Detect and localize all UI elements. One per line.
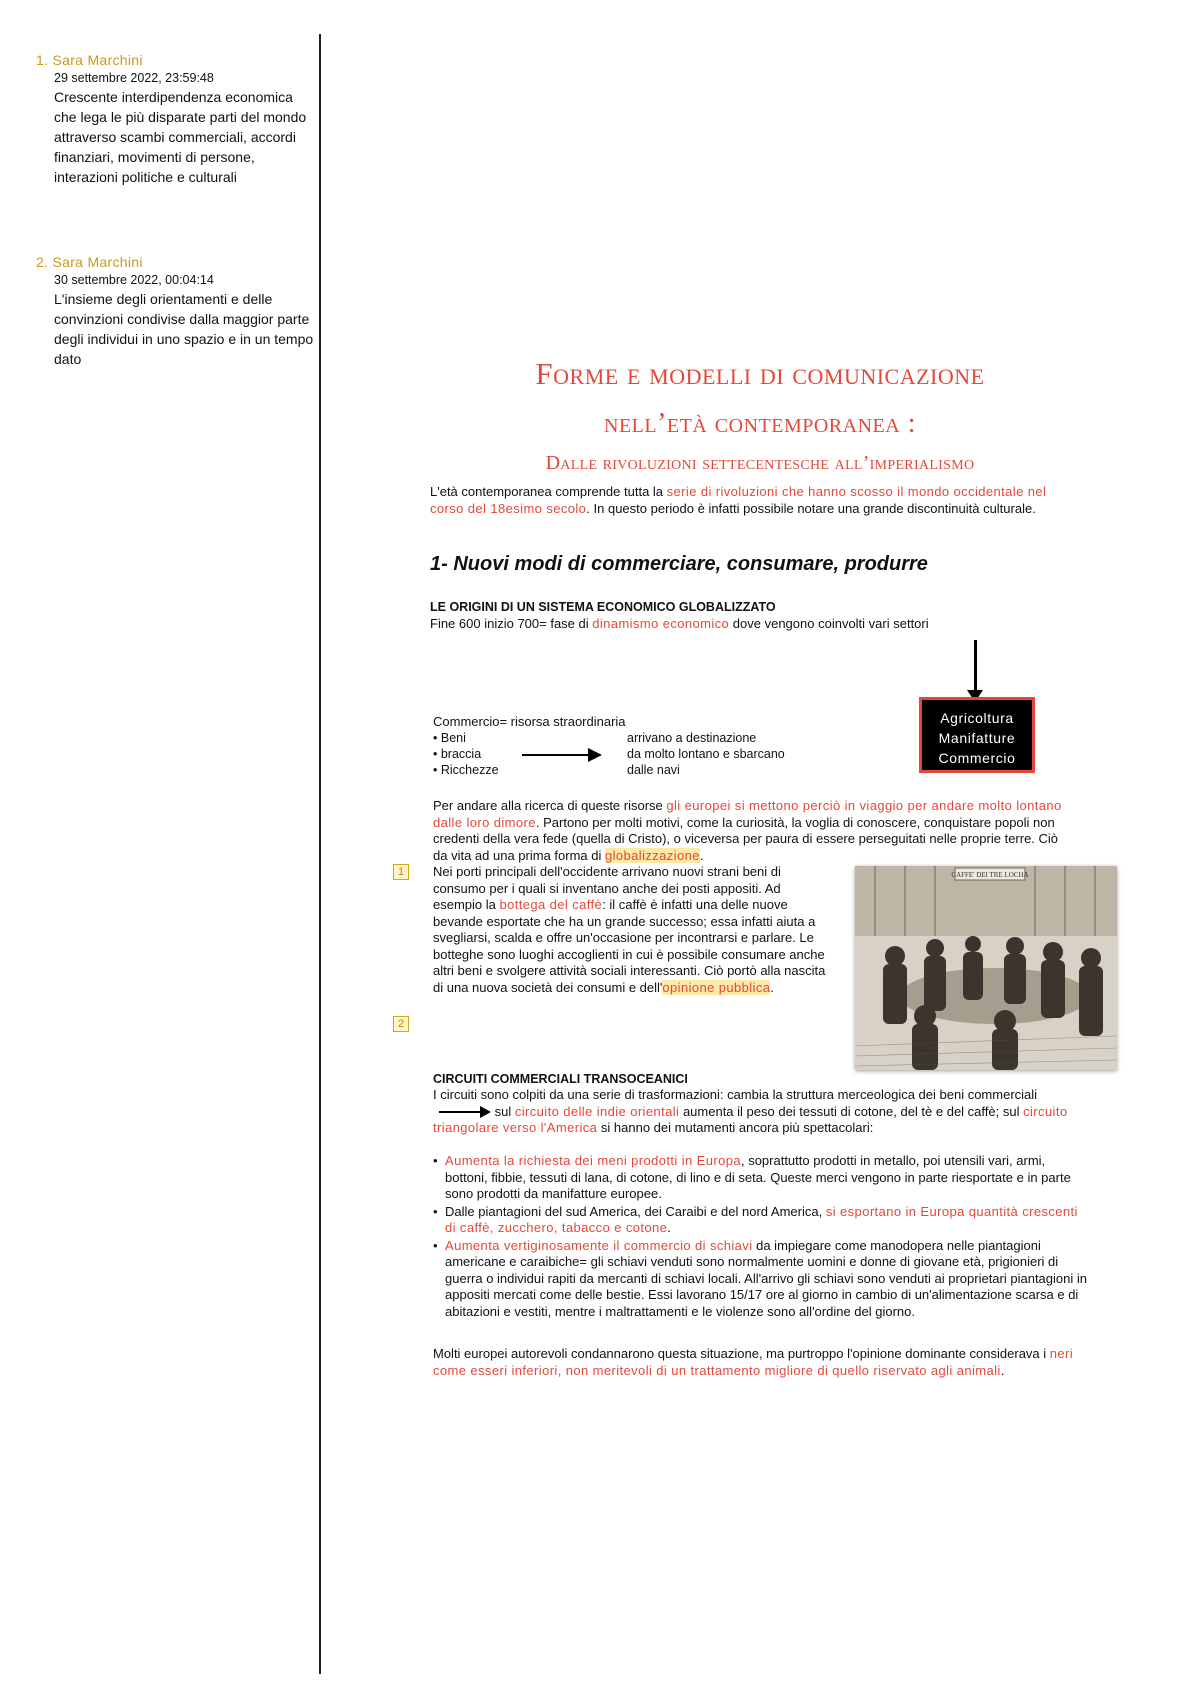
- list-item: • Aumenta la richiesta dei meni prodotti in Europa, soprattutto prodotti in metallo, poi utensili vari, armi, bottoni, fibbie, tessuti di lana, di cotone, di lino e di seta. Queste merci vengono in parte riesportate e in parte sono prodotti da manifatture europee.: [433, 1153, 1091, 1203]
- sector-item: Agricoltura: [940, 710, 1014, 726]
- comment-date: 29 settembre 2022, 23:59:48: [54, 71, 214, 85]
- comment-text: L'insieme degli orientamenti e delle convinzioni condivise dalla maggior parte degli individui in uno spazio e in un tempo dato: [54, 291, 314, 367]
- comment-date: 30 settembre 2022, 00:04:14: [54, 273, 214, 287]
- subsection-heading: LE ORIGINI DI UN SISTEMA ECONOMICO GLOBALIZZATO: [430, 600, 776, 614]
- comment-2[interactable]: [36, 254, 314, 369]
- engraving-caption: CAFFE' DEI TRE LOCHA: [951, 871, 1029, 879]
- commercio-line: Commercio= risorsa straordinaria: [433, 714, 626, 729]
- down-arrow-icon: [974, 640, 977, 692]
- highlight-opinione-pubblica[interactable]: opinione pubblica: [662, 979, 771, 995]
- comment-marker-1[interactable]: 1: [393, 864, 409, 880]
- document-title-line1: Forme e modelli di comunicazione: [535, 356, 985, 391]
- intro-paragraph: L'età contemporanea comprende tutta la serie di rivoluzioni che hanno scosso il mondo occidentale nel corso del 18esimo secolo. In questo periodo è infatti possibile notare una grande discontinuità culturale.: [430, 484, 1047, 516]
- right-arrow-icon: [439, 1111, 487, 1113]
- coffee-house-engraving: [855, 866, 1117, 1070]
- subsection-heading-circuiti: CIRCUITI COMMERCIALI TRANSOCEANICI: [433, 1072, 688, 1086]
- nei-porti-paragraph: Nei porti principali dell'occidente arrivano nuovi strani beni di consumo per i quali si inventano anche dei posti appositi. Ad esempio la bottega del caffè: il caffè è infatti una delle nuove bevande esportate che ha un grande successo; essa infatti aiuta a svegliarsi, scalda e offre un'occasione per incontrarsi e parlare. Le botteghe sono luoghi accoglienti in cui è possibile consumare anche altri beni e svolgere attività sociali interessanti. Ciò portò alla nascita di una nuova società dei consumi e dell'opinione pubblica.: [433, 864, 826, 995]
- sectors-box: [919, 697, 1035, 773]
- arrival-description: arrivano a destinazione da molto lontano e sbarcano dalle navi: [627, 731, 785, 777]
- changes-list: [433, 1153, 1091, 1321]
- comment-1[interactable]: [36, 52, 314, 187]
- resources-list: [433, 730, 499, 778]
- section-heading: 1- Nuovi modi di commerciare, consumare, produrre: [430, 553, 928, 575]
- right-arrow-icon: [522, 754, 592, 756]
- comment-number: 1.: [36, 52, 49, 68]
- highlight-globalizzazione[interactable]: globalizzazione: [604, 847, 700, 863]
- document-subtitle: Dalle rivoluzioni settecentesche all’imperialismo: [545, 452, 975, 474]
- comment-marker-2[interactable]: 2: [393, 1016, 409, 1032]
- list-item: • braccia: [433, 746, 499, 762]
- molti-europei-paragraph: Molti europei autorevoli condannarono questa situazione, ma purtroppo l'opinione dominante considerava i neri come esseri inferiori, non meritevoli di un trattamento migliore di quello riservato agli animali.: [433, 1346, 1074, 1378]
- list-item: • Aumenta vertiginosamente il commercio di schiavi da impiegare come manodopera nelle piantagioni americane e caraibiche= gli schiavi venduti sono normalmente uomini e donne di giovane età, prigionieri di guerra o individui rapiti da mercanti di schiavi locali. All'arrivo gli schiavi sono venduti ai proprietari piantagioni in appositi mercati come delle bestie. Essi lavorano 15/17 ore al giorno in cambio di un'alimentazione scarsa e di abitazioni e vestiti, mentre i maltrattamenti e le violenze sono all'ordine del giorno.: [433, 1238, 1091, 1321]
- sector-item: Commercio: [938, 750, 1016, 766]
- comment-text: Crescente interdipendenza economica che lega le più disparate parti del mondo attraverso scambi commerciali, accordi finanziari, movimenti di persone, interazioni politiche e culturali: [54, 89, 307, 185]
- right-arrow-head-icon: [588, 748, 602, 762]
- sector-item: Manifatture: [938, 730, 1016, 746]
- sidebar-divider: [319, 34, 321, 1674]
- document-title-line2: nell’età contemporanea :: [604, 408, 916, 439]
- comment-author: Sara Marchini: [52, 254, 143, 270]
- list-item: • Beni: [433, 730, 499, 746]
- fine-600-paragraph: Fine 600 inizio 700= fase di dinamismo economico dove vengono coinvolti vari settori: [430, 616, 929, 631]
- per-andare-paragraph: Per andare alla ricerca di queste risorse gli europei si mettono perciò in viaggio per andare molto lontano dalle loro dimore. Partono per molti motivi, come la curiosità, la voglia di conoscere, conquistare popoli non credenti della vera fede (quella di Cristo), o viceversa per paura di essere perseguitati nelle proprie terre. Ciò da vita ad una prima forma di globalizzazione.: [433, 798, 1062, 863]
- list-item: • Ricchezze: [433, 762, 499, 778]
- circuiti-paragraph: I circuiti sono colpiti da una serie di trasformazioni: cambia la struttura merceologica dei beni commerciali sul circuito delle indie orientali aumenta il peso dei tessuti di cotone, del tè e del caffè; sul circuito triangolare verso l'America si hanno dei mutamenti ancora più spettacolari:: [433, 1087, 1068, 1135]
- comments-sidebar: [0, 0, 320, 1696]
- list-item: • Dalle piantagioni del sud America, dei Caraibi e del nord America, si esportano in Europa quantità crescenti di caffè, zucchero, tabacco e cotone.: [433, 1204, 1091, 1237]
- comment-number: 2.: [36, 254, 49, 270]
- comment-author: Sara Marchini: [52, 52, 143, 68]
